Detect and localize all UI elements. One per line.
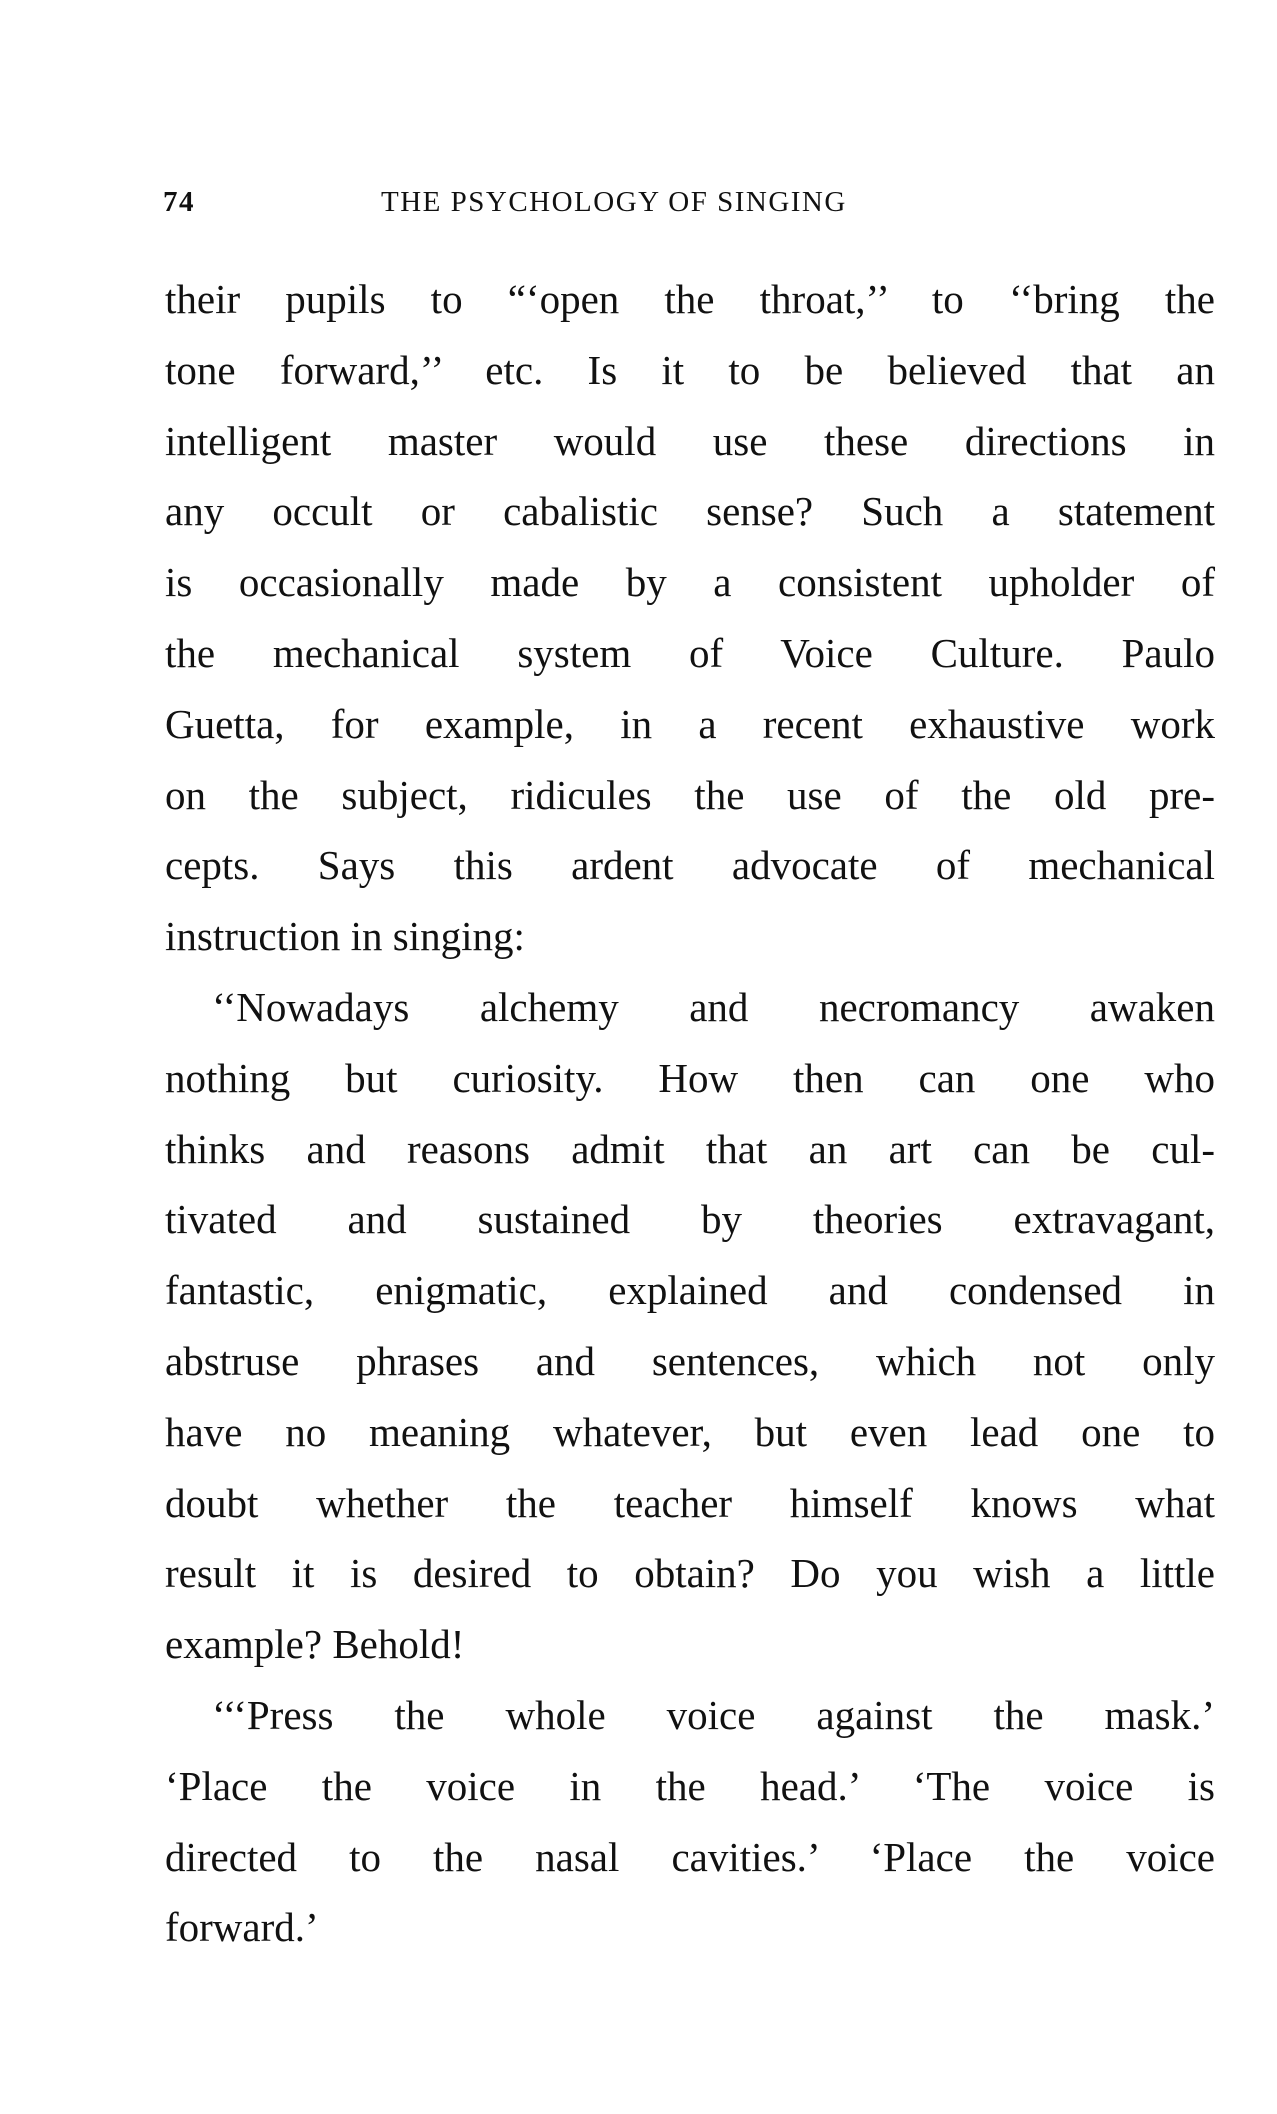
text-line: tivated and sustained by theories extravagant,: [165, 1196, 1215, 1243]
text-line: thinks and reasons admit that an art can be cul-: [165, 1125, 1215, 1172]
text-line: example? Behold!: [165, 1621, 465, 1668]
text-line: result it is desired to obtain? Do you wish a little: [165, 1550, 1215, 1597]
paragraph: [165, 1680, 1215, 1963]
text-line: intelligent master would use these directions in: [165, 417, 1215, 464]
text-line: abstruse phrases and sentences, which not only: [165, 1337, 1215, 1384]
paragraph: [165, 264, 1215, 972]
text-line: the mechanical system of Voice Culture. Paulo: [165, 629, 1215, 676]
text-line: forward.’: [165, 1904, 319, 1951]
paragraph: [165, 972, 1215, 1680]
text-line: fantastic, enigmatic, explained and condensed in: [165, 1267, 1215, 1314]
text-line: ‘‘‘Press the whole voice against the mask.’: [212, 1691, 1215, 1738]
text-line: have no meaning whatever, but even lead one to: [165, 1408, 1215, 1455]
page-body: [165, 264, 1215, 1963]
text-line: directed to the nasal cavities.’ ‘Place the voice: [165, 1833, 1215, 1880]
text-line: ‘Place the voice in the head.’ ‘The voice is: [165, 1762, 1215, 1809]
text-line: nothing but curiosity. How then can one who: [165, 1054, 1215, 1101]
text-line: doubt whether the teacher himself knows what: [165, 1479, 1215, 1526]
text-line: is occasionally made by a consistent upholder of: [165, 559, 1215, 606]
text-line: Guetta, for example, in a recent exhaustive work: [165, 700, 1215, 747]
text-line: tone forward,’’ etc. Is it to be believed that an: [165, 346, 1215, 393]
text-line: their pupils to “‘open the throat,’’ to ‘‘bring the: [165, 276, 1215, 322]
running-header: [163, 186, 1213, 226]
text-line: instruction in singing:: [165, 913, 525, 960]
page-number: 74: [163, 186, 195, 218]
text-line: on the subject, ridicules the use of the old pre-: [165, 771, 1215, 818]
text-line: cepts. Says this ardent advocate of mechanical: [165, 842, 1215, 889]
running-title: THE PSYCHOLOGY OF SINGING: [381, 186, 847, 218]
text-line: any occult or cabalistic sense? Such a statement: [165, 488, 1215, 535]
text-line: ‘‘Nowadays alchemy and necromancy awaken: [212, 983, 1215, 1030]
